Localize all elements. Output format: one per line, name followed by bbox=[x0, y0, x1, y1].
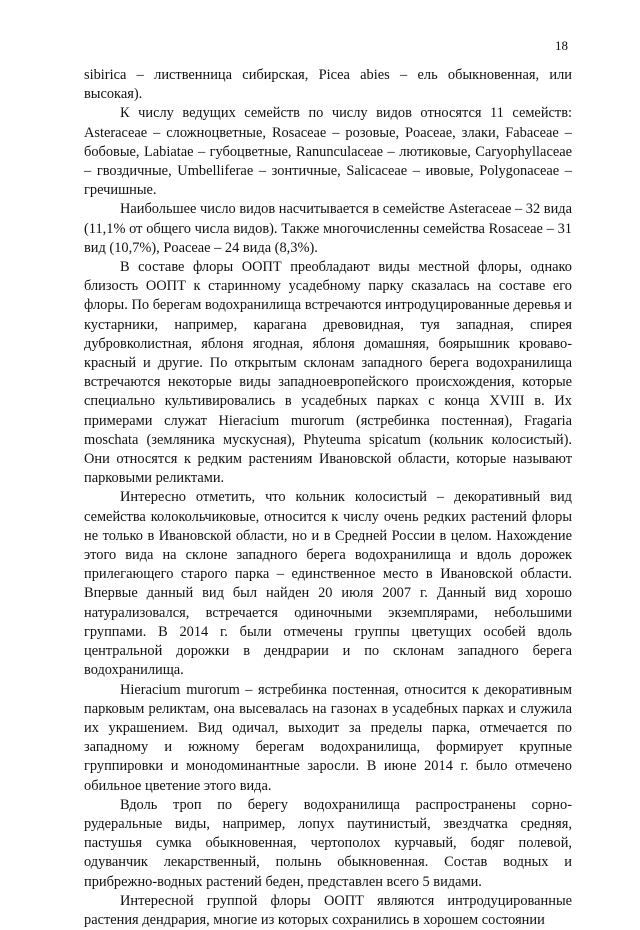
paragraph-ruderal-species: Вдоль троп по берегу водохранилища распространены сорно-рудеральные виды, например, лопух паутинистый, звездчатка средняя, пастушья сумка обыкновенная, чертополох курчавый, бодяг полевой, одуванчик лекарственный, полынь обыкновенная. Состав водных и прибрежно-водных растений беден, представлен всего 5 видами. bbox=[84, 796, 572, 890]
paragraph-arboretum: Интересной группой флоры ООПТ являются интродуцированные растения дендрария, многие из которых сохранились в хорошем состоянии bbox=[84, 892, 572, 928]
paragraph-continuation: sibirica – лиственница сибирская, Picea abies – ель обыкновенная, или высокая). bbox=[84, 67, 572, 103]
paragraph-hieracium: Hieracium murorum – ястребинка постенная, относится к декоративным парковым реликтам, она высевалась на газонах в усадебных парках и служила их украшением. Вид одичал, выходит за пределы парка, отмечается по западному и южному берегам водохранилища, формирует крупные группировки и монодоминантные заросли. В июне 2014 г. было отмечено обильное цветение этого вида. bbox=[84, 681, 572, 794]
paragraph-phyteuma: Интересно отметить, что кольник колосистый – декоративный вид семейства колокольчиковые, относится к числу очень редких растений флоры не только в Ивановской области, но и в Средней России в целом. Нахождение этого вида на склоне западного берега водохранилища и вдоль дорожек прилегающего старого парка – единственное место в Ивановской области. Впервые данный вид был найден 20 июля 2007 г. Данный вид хорошо натурализовался, встречается одиночными экземплярами, небольшими группами. В 2014 г. были отмечены группы цветущих особей вдоль центральной дорожки в дендрарии и по склонам западного берега водохранилища. bbox=[84, 489, 572, 679]
paragraph-leading-families: К числу ведущих семейств по числу видов относятся 11 семейств: Asteraceae – сложноцветные, Rosaceae – розовые, Poaceae, злаки, Fabaceae – бобовые, Labiatae – губоцветные, Ranunculaceae – лютиковые, Caryophyllaceae – гвоздичные, Umbelliferae – зонтичные, Salicaceae – ивовые, Polygonaceae – гречишные. bbox=[84, 105, 572, 199]
body-text bbox=[84, 66, 572, 930]
paragraph-flora-composition: В составе флоры ООПТ преобладают виды местной флоры, однако близость ООПТ к старинному усадебному парку сказалась на составе его флоры. По берегам водохранилища встречаются интродуцированные деревья и кустарники, например, карагана древовидная, туя западная, спирея дубровколистная, яблоня ягодная, яблоня домашняя, боярышник кроваво-красный и другие. По открытым склонам западного берега водохранилища встречаются некоторые виды западноевропейского происхождения, которые специально культивировались в усадебных парках с конца XVIII в. Их примерами служат Hieracium murorum (ястребинка постенная), Fragaria moschata (земляника мускусная), Phyteuma spicatum (кольник колосистый). Они относятся к редким растениям Ивановской области, которые называют парковыми реликтами. bbox=[84, 259, 572, 487]
page-number: 18 bbox=[555, 38, 568, 53]
paragraph-largest-families: Наибольшее число видов насчитывается в семействе Asteraceae – 32 вида (11,1% от общего числа видов). Также многочисленны семейства Rosaceae – 31 вид (10,7%), Poaceae – 24 вида (8,3%). bbox=[84, 201, 572, 256]
